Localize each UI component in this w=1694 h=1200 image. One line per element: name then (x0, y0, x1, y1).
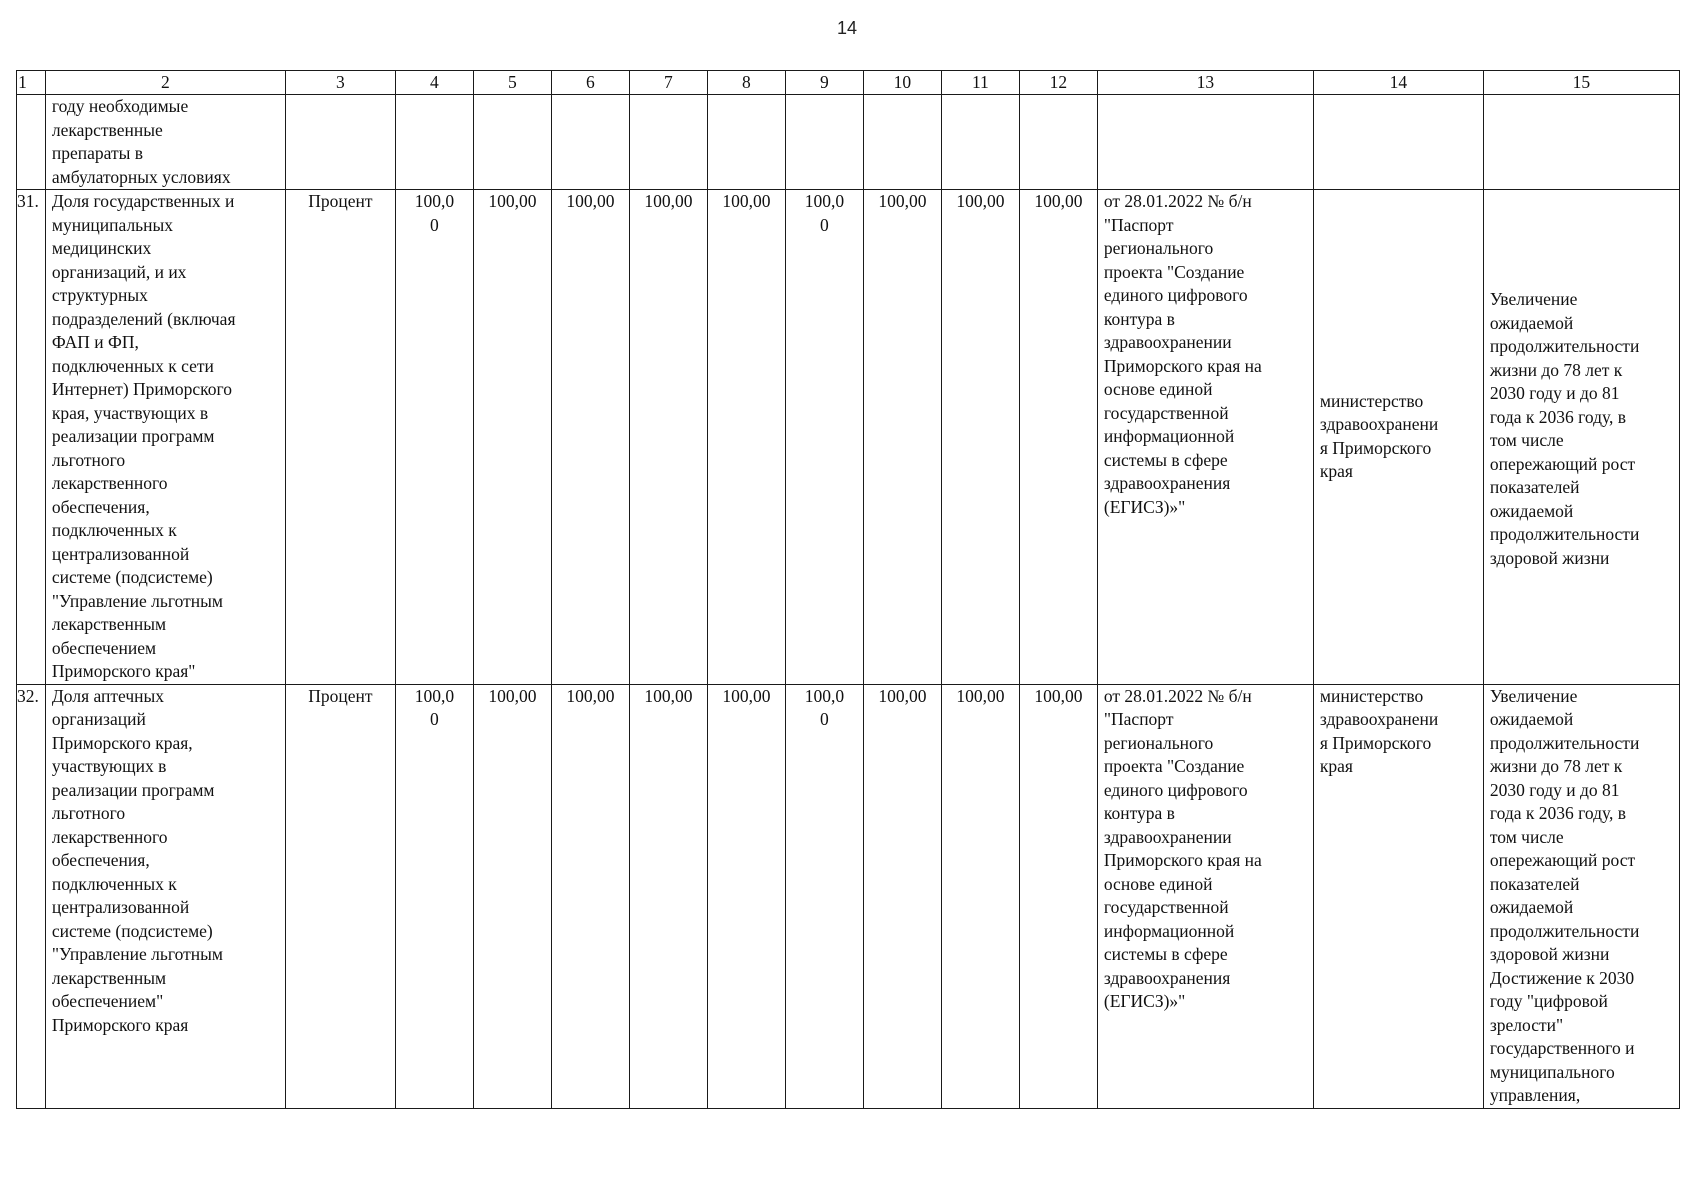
value-cell: 100,0 0 (395, 190, 473, 685)
value-cell: 100,0 0 (785, 684, 863, 1108)
indicator-name-line: Доля государственных и (51, 191, 235, 211)
document-basis-line: проекта "Создание (1103, 261, 1245, 282)
indicator-name-line: "Управление льготным (51, 590, 223, 611)
value-cell: 100,00 (629, 684, 707, 1108)
indicator-name-line: централизованной (51, 543, 190, 564)
document-basis-line: (ЕГИСЗ)»" (1103, 991, 1186, 1011)
column-header-11: 11 (941, 71, 1019, 95)
document-basis-line: (ЕГИСЗ)»" (1103, 496, 1186, 517)
value-cell (707, 95, 785, 190)
expected-result-line: Увеличение (1489, 685, 1578, 706)
expected-result-line: ожидаемой (1489, 500, 1574, 521)
header-row (17, 71, 1680, 95)
document-basis-line: системы в сфере (1103, 449, 1228, 470)
expected-result-line: продолжительности (1489, 336, 1640, 356)
document-basis-line: контура в (1103, 803, 1175, 823)
expected-result-line: здоровой жизни (1489, 547, 1610, 568)
responsible-executor (1313, 95, 1483, 190)
responsible-executor-line: края (1319, 461, 1353, 482)
expected-result-line: государственного и (1489, 1038, 1635, 1058)
value-cell: 100,00 (941, 684, 1019, 1108)
unit-cell: Процент (285, 190, 395, 685)
column-header-5: 5 (473, 71, 551, 95)
indicator-name-line: лекарственные (51, 119, 163, 140)
table-row (17, 95, 1680, 190)
document-basis-line: здравоохранения (1103, 473, 1231, 493)
value-cell: 100,0 0 (785, 190, 863, 685)
expected-result-line: жизни до 78 лет к (1489, 756, 1623, 776)
responsible-executor-line: я Приморского (1319, 732, 1432, 753)
indicator-name-line: подключенных к сети (51, 355, 214, 376)
responsible-executor-line: министерство (1319, 390, 1424, 411)
indicator-name-line: участвующих в (51, 756, 167, 776)
value-cell: 100,00 (1019, 684, 1097, 1108)
document-basis-line: здравоохранении (1103, 332, 1232, 352)
document-basis-line: регионального (1103, 732, 1214, 753)
indicator-name-line: структурных (51, 285, 148, 305)
value-cell: 100,00 (707, 684, 785, 1108)
value-cell: 100,00 (629, 190, 707, 685)
column-header-10: 10 (863, 71, 941, 95)
indicator-name-line: льготного (51, 803, 126, 823)
expected-result (1483, 95, 1679, 190)
column-header-12: 12 (1019, 71, 1097, 95)
column-header-6: 6 (551, 71, 629, 95)
document-basis (1097, 95, 1313, 190)
expected-result-line: Достижение к 2030 (1489, 967, 1635, 988)
expected-result-line: жизни до 78 лет к (1489, 359, 1623, 380)
column-header-7: 7 (629, 71, 707, 95)
expected-result-line: 2030 году и до 81 (1489, 779, 1620, 800)
indicator-name-line: Доля аптечных (51, 685, 165, 706)
value-cell (395, 95, 473, 190)
table-row (17, 684, 1680, 1108)
document-basis-line: системы в сфере (1103, 944, 1228, 964)
expected-result-line: управления, (1489, 1085, 1581, 1105)
document-basis-line: государственной (1103, 402, 1229, 423)
value-cell: 100,00 (941, 190, 1019, 685)
column-header-2: 2 (45, 71, 285, 95)
document-basis-line: от 28.01.2022 № б/н (1103, 191, 1252, 211)
indicator-name-line: реализации программ (51, 779, 215, 800)
indicator-name-line: льготного (51, 449, 126, 470)
responsible-executor-line: здравоохранени (1319, 709, 1439, 729)
expected-result-line: зрелости" (1489, 1014, 1564, 1035)
document-basis (1097, 684, 1313, 1108)
document-basis-line: "Паспорт (1103, 214, 1174, 235)
indicator-name-line: обеспечения, (51, 496, 150, 517)
expected-result (1483, 190, 1679, 685)
value-cell (1019, 95, 1097, 190)
unit-cell: Процент (285, 684, 395, 1108)
column-header-1: 1 (17, 71, 46, 95)
indicator-name (45, 190, 285, 685)
indicator-name-line: Приморского края, (51, 732, 193, 753)
expected-result-line: продолжительности (1489, 920, 1640, 941)
indicator-name-line: ФАП и ФП, (51, 332, 139, 352)
document-basis-line: контура в (1103, 308, 1175, 329)
indicator-name-line: амбулаторных условиях (51, 166, 231, 187)
indicator-name-line: обеспечением (51, 637, 157, 658)
value-cell: 100,00 (707, 190, 785, 685)
value-cell (941, 95, 1019, 190)
document-basis-line: основе единой (1103, 379, 1213, 399)
document-basis-line: регионального (1103, 238, 1214, 258)
indicator-name-line: централизованной (51, 897, 190, 917)
expected-result-line: опережающий рост (1489, 453, 1636, 474)
indicator-name-line: системе (подсистеме) (51, 567, 213, 587)
value-cell: 100,00 (863, 190, 941, 685)
value-cell (785, 95, 863, 190)
document-basis (1097, 190, 1313, 685)
expected-result-line: ожидаемой (1489, 709, 1574, 729)
indicator-name-line: лекарственным (51, 967, 167, 988)
expected-result-line: года к 2036 году, в (1489, 406, 1627, 427)
indicator-name (45, 95, 285, 190)
page-number: 14 (836, 18, 858, 38)
column-header-3: 3 (285, 71, 395, 95)
indicator-name-line: подключенных к (51, 520, 177, 540)
indicators-table (16, 70, 1680, 1109)
indicator-name-line: медицинских (51, 238, 152, 258)
indicator-name-line: обеспечения, (51, 850, 150, 870)
document-basis-line: государственной (1103, 897, 1229, 917)
document-basis-line: основе единой (1103, 873, 1213, 894)
responsible-executor-line: я Приморского (1319, 437, 1432, 458)
indicator-name-line: организаций (51, 709, 146, 729)
expected-result-line: Увеличение (1489, 289, 1578, 309)
expected-result-line: продолжительности (1489, 732, 1640, 753)
document-basis-line: единого цифрового (1103, 285, 1248, 305)
document-basis-line: проекта "Создание (1103, 756, 1245, 776)
document-basis-line: единого цифрового (1103, 779, 1248, 800)
responsible-executor-line: края (1319, 756, 1353, 776)
indicator-name-line: подключенных к (51, 873, 177, 894)
value-cell (863, 95, 941, 190)
indicator-name-line: году необходимые (51, 96, 189, 116)
document-basis-line: здравоохранении (1103, 826, 1232, 847)
row-number (17, 95, 46, 190)
value-cell: 100,0 0 (395, 684, 473, 1108)
expected-result-line: муниципального (1489, 1061, 1615, 1082)
value-cell: 100,00 (473, 190, 551, 685)
indicator-name (45, 684, 285, 1108)
row-number: 31. (17, 190, 46, 685)
indicator-name-line: края, участвующих в (51, 402, 209, 423)
document-basis-line: "Паспорт (1103, 709, 1174, 729)
table-row (17, 190, 1680, 685)
expected-result-line: здоровой жизни (1489, 944, 1610, 964)
value-cell (473, 95, 551, 190)
column-header-8: 8 (707, 71, 785, 95)
indicator-name-line: Интернет) Приморского (51, 379, 232, 399)
indicator-name-line: системе (подсистеме) (51, 920, 213, 941)
indicator-name-line: Приморского края (51, 1014, 189, 1035)
column-header-9: 9 (785, 71, 863, 95)
document-basis-line: Приморского края на (1103, 850, 1262, 870)
indicator-name-line: лекарственным (51, 614, 167, 634)
value-cell: 100,00 (1019, 190, 1097, 685)
indicator-name-line: обеспечением" (51, 991, 164, 1011)
indicator-name-line: препараты в (51, 143, 143, 163)
indicator-name-line: лекарственного (51, 473, 168, 493)
value-cell: 100,00 (863, 684, 941, 1108)
column-header-14: 14 (1313, 71, 1483, 95)
expected-result-line: 2030 году и до 81 (1489, 383, 1620, 403)
document-basis-line: информационной (1103, 920, 1235, 941)
expected-result-line: ожидаемой (1489, 312, 1574, 333)
expected-result-line: году "цифровой (1489, 991, 1608, 1011)
expected-result-line: продолжительности (1489, 524, 1640, 544)
expected-result-line: года к 2036 году, в (1489, 803, 1627, 823)
indicator-name-line: реализации программ (51, 426, 215, 446)
document-basis-line: от 28.01.2022 № б/н (1103, 685, 1252, 706)
column-header-15: 15 (1483, 71, 1679, 95)
value-cell (551, 95, 629, 190)
expected-result-line: ожидаемой (1489, 897, 1574, 917)
responsible-executor-line: министерство (1319, 685, 1424, 706)
value-cell: 100,00 (551, 684, 629, 1108)
indicator-name-line: организаций, и их (51, 261, 187, 282)
document-basis-line: Приморского края на (1103, 355, 1262, 376)
row-number: 32. (17, 684, 46, 1108)
expected-result-line: том числе (1489, 430, 1564, 450)
responsible-executor (1313, 684, 1483, 1108)
column-header-13: 13 (1097, 71, 1313, 95)
responsible-executor-line: здравоохранени (1319, 414, 1439, 435)
expected-result (1483, 684, 1679, 1108)
indicator-name-line: муниципальных (51, 214, 174, 235)
indicator-name-line: Приморского края" (51, 661, 196, 681)
value-cell (629, 95, 707, 190)
document-basis-line: информационной (1103, 426, 1235, 446)
indicator-name-line: подразделений (включая (51, 308, 236, 329)
document-basis-line: здравоохранения (1103, 967, 1231, 988)
unit-cell (285, 95, 395, 190)
expected-result-line: том числе (1489, 826, 1564, 847)
indicator-name-line: "Управление льготным (51, 944, 223, 964)
indicator-name-line: лекарственного (51, 826, 168, 847)
expected-result-line: показателей (1489, 873, 1580, 894)
column-header-4: 4 (395, 71, 473, 95)
expected-result-line: показателей (1489, 477, 1580, 497)
value-cell: 100,00 (473, 684, 551, 1108)
expected-result-line: опережающий рост (1489, 850, 1636, 870)
responsible-executor (1313, 190, 1483, 685)
value-cell: 100,00 (551, 190, 629, 685)
table-body (17, 95, 1680, 1109)
